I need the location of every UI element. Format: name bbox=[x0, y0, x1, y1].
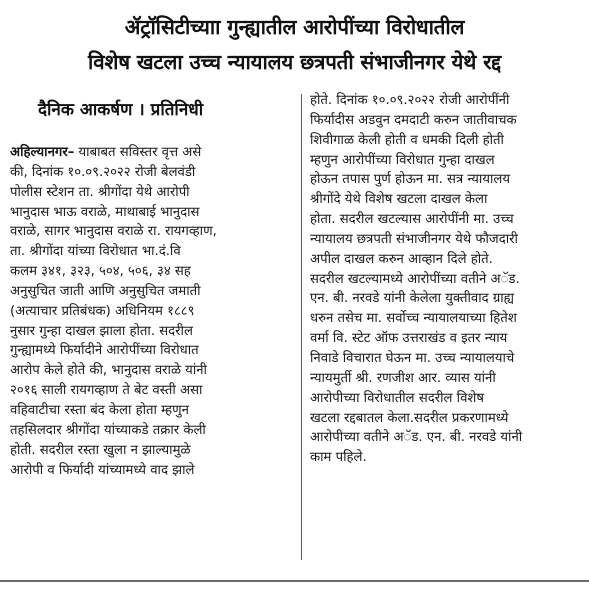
left-line: की, दिनांक १०.०९.२०२२ रोजी बेलवंडी bbox=[10, 164, 196, 180]
left-line: अनुसुचित जाती आणि अनुसुचित जमाती bbox=[10, 283, 201, 299]
left-line: गुन्ह्यामध्ये फिर्यादीने आरोपींच्या विरोधात bbox=[10, 343, 199, 359]
headline-line-1: ॲट्रॉसिटीच्याा गुन्ह्यातील आरोपींच्या विरोधातील bbox=[124, 15, 465, 39]
dateline: अहिल्यानगर– bbox=[10, 145, 75, 160]
right-line: सदरील खटल्यामध्ये आरोपींच्या वतीने अॅड. bbox=[310, 271, 520, 287]
right-line: फिर्यादीस अडवुन दमदाटी करुन जातीवाचक bbox=[310, 112, 517, 128]
right-line: आरोपीच्या विरोधातील सदरील विशेष bbox=[310, 390, 485, 406]
right-line: वर्मा वि. स्टेट ऑफ उत्तराखंड व इतर न्याय bbox=[310, 331, 508, 347]
left-line-text: याबाबत सविस्तर वृत्त असे bbox=[74, 145, 202, 160]
column-divider bbox=[301, 94, 302, 560]
right-line: अपील दाखल करुन आव्हान दिले होते. bbox=[310, 251, 493, 267]
byline: दैनिक आकर्षण । प्रतिनिधी bbox=[38, 100, 204, 120]
right-line: न्यायमुर्ती श्री. रणजीश आर. व्यास यांनी bbox=[310, 370, 496, 386]
right-line: काम पहिले. bbox=[310, 450, 367, 466]
left-line: (अत्याचार प्रतिबंधक) अधिनियम १८८९ bbox=[10, 303, 195, 319]
right-column bbox=[310, 91, 582, 468]
left-line: भानुदास भाऊ वराळे, माथाबाई भानुदास bbox=[10, 204, 200, 220]
right-line: आरोपीच्या वतीने अॅड. एन. बी. नरवडे यांनी bbox=[310, 430, 523, 446]
bottom-border bbox=[0, 580, 589, 582]
right-line: धरुन तसेच मा. सर्वोच्च न्यायालयाच्या हितेश bbox=[310, 311, 517, 327]
headline-line-2: विशेष खटला उच्च न्यायालय छत्रपती संभाजीनगर येथे रद्द bbox=[87, 50, 501, 74]
right-line: होता. सदरील खटल्यास आरोपींनी मा. उच्च bbox=[310, 212, 514, 228]
left-line: पोलीस स्टेशन ता. श्रीगोंदा येथे आरोपी bbox=[10, 184, 190, 200]
left-line: आरोप केले होते की, भानुदास वराळे यांनी bbox=[10, 363, 207, 379]
left-line: कलम ३४१, ३२३, ५०४, ५०६, ३४ सह bbox=[10, 264, 191, 280]
right-line: खटला रद्दबातल केला.सदरील प्रकरणामध्ये bbox=[310, 410, 509, 426]
left-line: नुसार गुन्हा दाखल झाला होता. सदरील bbox=[10, 323, 193, 339]
left-line: २०१६ साली रायगव्हाण ते बेट वस्ती असा bbox=[10, 383, 203, 399]
right-line: होऊन तपास पुर्ण होऊन मा. सत्र न्यायालय bbox=[310, 172, 510, 188]
right-line: म्हणुन आरोपींच्या विरोधात गुन्हा दाखल bbox=[310, 152, 495, 168]
left-line: वहिवाटीचा रस्ता बंद केला होता म्हणुन bbox=[10, 402, 189, 418]
right-line: शिवीगाळ केली होती व धमकी दिली होती bbox=[310, 132, 504, 148]
left-line: वराळे, सागर भानुदास वराळे रा. रायगव्हाण, bbox=[10, 224, 217, 240]
left-line: ता. श्रीगोंदा यांच्या विरोधात भा.दं.वि bbox=[10, 244, 181, 260]
left-column bbox=[10, 143, 294, 480]
right-line: निवाडे विचारात घेऊन मा. उच्च न्यायालयाचे bbox=[310, 350, 515, 366]
right-line: एन. बी. नरवडे यांनी केलेला युक्तीवाद ग्राह्य bbox=[310, 291, 515, 307]
left-line: आरोपी व फिर्यादी यांच्यामध्ये वाद झाले bbox=[10, 462, 195, 478]
right-line: श्रीगोंदे येथे विशेष खटला दाखल केला bbox=[310, 192, 488, 208]
headline bbox=[6, 10, 583, 80]
left-line: तहसिलदार श्रीगोंदा यांच्याकडे तक्रार केली bbox=[10, 422, 206, 438]
right-line: न्यायालय छत्रपती संभाजीनगर येथे फौजदारी bbox=[310, 231, 518, 247]
right-line: होते. दिनांक १०.०९.२०२२ रोजी आरोपींनी bbox=[310, 93, 510, 108]
left-line bbox=[10, 143, 294, 163]
left-line: होती. सदरील रस्ता खुला न झाल्यामुळे bbox=[10, 442, 191, 458]
